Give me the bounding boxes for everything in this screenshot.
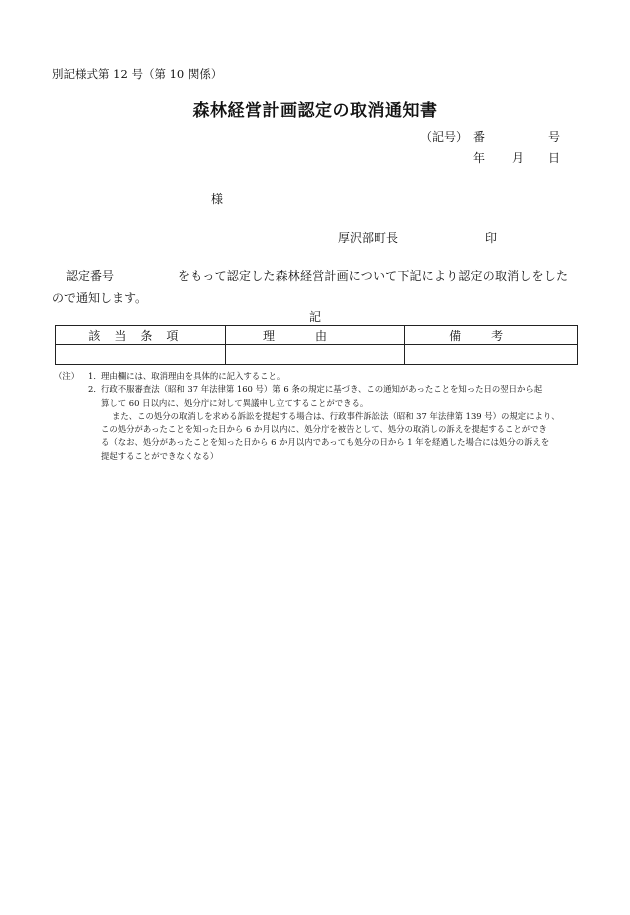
table-header-row [56,326,578,345]
form-label: 別記様式第 12 号（第 10 関係） [52,67,223,81]
issuer-name: 厚沢部町長 [338,231,399,245]
kigou-label: （記号） [420,130,469,144]
note-paragraph-line: 提起することができなくなる） [101,450,219,461]
note-item [54,383,578,396]
table-cell-reason[interactable] [225,345,405,365]
note-number: 2． [88,384,102,395]
note-paragraph: また、この処分の取消しを求める訴訟を提起する場合は、行政事件訴訟法（昭和 37 年法律第 139 号）の規定により、 [112,410,560,421]
note-paragraph-line: この処分があったことを知った日から 6 か月以内に、処分庁を被告として、処分の取消しの訴えを提起することができ [101,424,547,435]
table-cell-remarks[interactable] [405,345,578,365]
note-paragraph-line: る（なお、処分があったことを知った日から 6 か月以内であっても処分の日から 1 年を経過した場合には処分の訴えを [101,437,550,448]
body-text-line2: ので通知します。 [52,291,148,305]
page-title: 森林経営計画認定の取消通知書 [192,101,438,121]
year-label: 年 [473,151,486,165]
note-item [54,370,578,383]
col-header-remarks: 備考 [405,326,578,345]
day-label: 日 [548,151,561,165]
record-table [55,325,578,365]
note-text-continued: 算して 60 日以内に、処分庁に対して異議申し立てすることができる。 [101,397,369,408]
cert-number-label: 認定番号 [66,269,115,283]
addressee-suffix: 様 [211,192,224,206]
seal-mark: 印 [485,231,498,245]
number-label: 番 [473,130,486,144]
note-text: 理由欄には、取消理由を具体的に記入すること。 [101,371,286,381]
col-header-clause: 該当条項 [56,326,226,345]
note-number: 1． [88,371,102,381]
table-cell-clause[interactable] [56,345,226,365]
col-header-reason: 理由 [225,326,405,345]
go-label: 号 [548,130,561,144]
body-text-line1: をもって認定した森林経営計画について下記により認定の取消しをした [178,269,569,283]
ki-heading: 記 [308,310,321,324]
note-text: 行政不服審査法（昭和 37 年法律第 160 号）第 6 条の規定に基づき、この通知があったことを知った日の翌日から起 [101,384,543,395]
notes-mark: （注） [54,371,80,381]
table-row [56,345,578,365]
month-label: 月 [512,151,525,165]
notes-section [54,370,578,463]
